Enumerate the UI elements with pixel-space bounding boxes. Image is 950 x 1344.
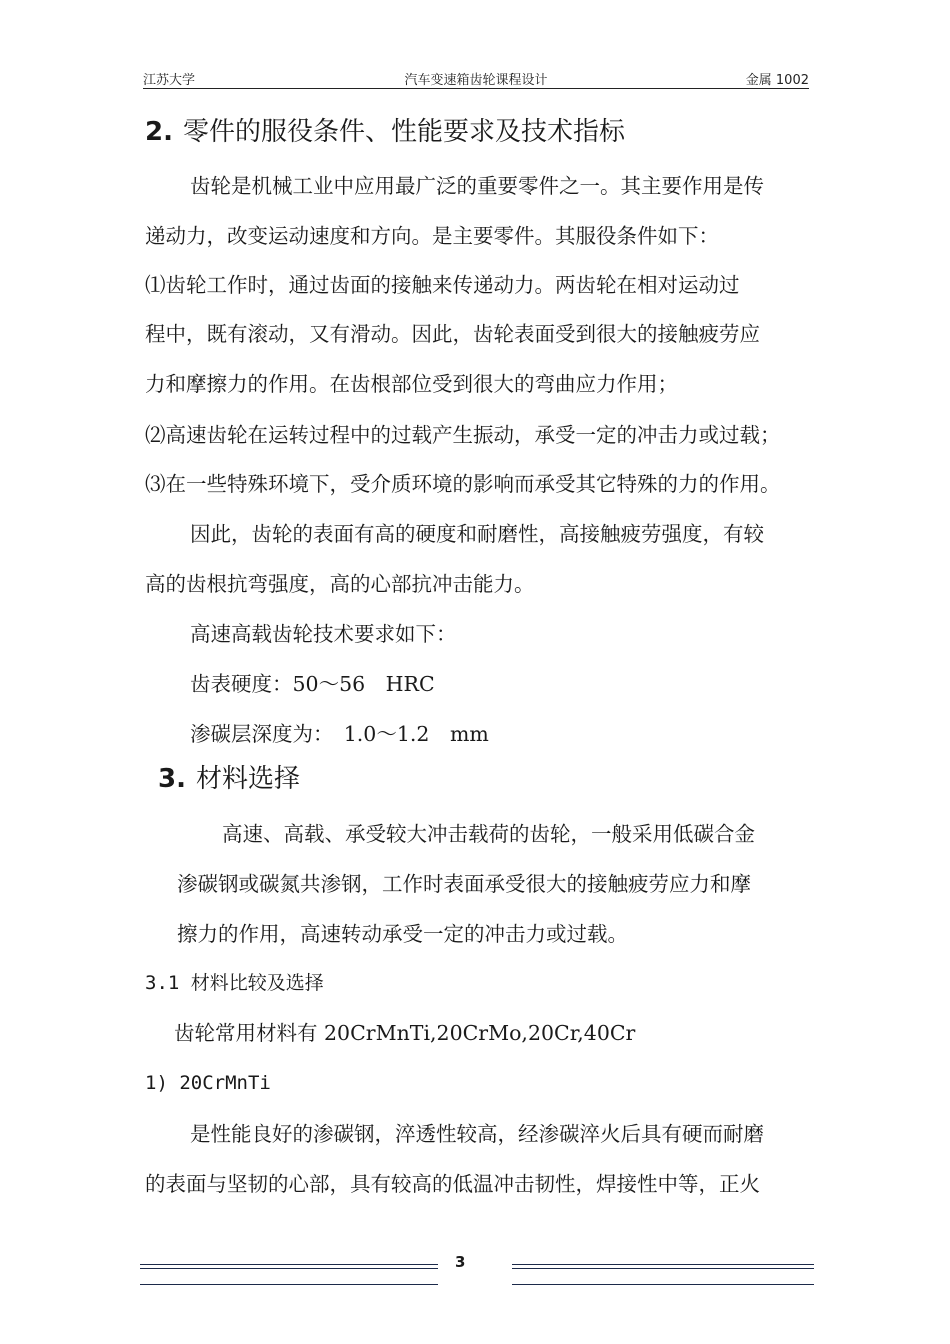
paragraph-line: 因此，齿轮的表面有高的硬度和耐磨性，高接触疲劳强度，有较	[190, 522, 764, 546]
header-university: 江苏大学	[143, 73, 196, 88]
material-item-title: 1) 20CrMnTi	[145, 1072, 271, 1094]
paragraph-line: ⑵高速齿轮在运转过程中的过载产生振动，承受一定的冲击力或过载；	[145, 423, 781, 447]
section-2-heading	[145, 115, 625, 149]
footer-divider	[512, 1284, 814, 1285]
header-class: 金属 1002	[745, 73, 809, 88]
case-depth-spec: 渗碳层深度为： 1.0～1.2 mm	[190, 722, 489, 746]
paragraph-line: 高速高载齿轮技术要求如下：	[190, 622, 457, 646]
page-number: 3	[455, 1253, 466, 1271]
page-header	[143, 66, 809, 89]
hardness-spec: 齿表硬度：50～56 HRC	[190, 672, 435, 696]
paragraph-line: 程中，既有滚动，又有滑动。因此，齿轮表面受到很大的接触疲劳应	[145, 322, 760, 346]
paragraph-line: 是性能良好的渗碳钢，淬透性较高，经渗碳淬火后具有硬而耐磨	[190, 1122, 764, 1146]
paragraph-line: 的表面与坚韧的心部，具有较高的低温冲击韧性，焊接性中等，正火	[145, 1172, 760, 1196]
section-2-title: 零件的服役条件、性能要求及技术指标	[182, 117, 625, 147]
footer-divider	[512, 1264, 814, 1265]
subsection-3-1-title: 3.1 材料比较及选择	[145, 972, 324, 994]
paragraph-line: ⑶在一些特殊环境下，受介质环境的影响而承受其它特殊的力的作用。	[145, 472, 781, 496]
paragraph-line: ⑴齿轮工作时，通过齿面的接触来传递动力。两齿轮在相对运动过	[145, 273, 740, 297]
paragraph-line: 高的齿根抗弯强度，高的心部抗冲击能力。	[145, 572, 535, 596]
section-3-title: 材料选择	[195, 764, 300, 794]
paragraph-line: 齿轮是机械工业中应用最广泛的重要零件之一。其主要作用是传	[190, 174, 764, 198]
paragraph-line: 力和摩擦力的作用。在齿根部位受到很大的弯曲应力作用；	[145, 372, 678, 396]
section-3-number: 3.	[158, 764, 186, 794]
paragraph-line: 齿轮常用材料有 20CrMnTi,20CrMo,20Cr,40Cr	[174, 1021, 636, 1045]
footer-divider	[140, 1264, 438, 1265]
section-2-number: 2.	[145, 117, 173, 147]
footer-divider	[140, 1284, 438, 1285]
paragraph-line: 递动力，改变运动速度和方向。是主要零件。其服役条件如下：	[145, 224, 719, 248]
footer-divider	[140, 1268, 438, 1269]
paragraph-line: 擦力的作用，高速转动承受一定的冲击力或过载。	[177, 922, 628, 946]
footer-divider	[512, 1268, 814, 1269]
section-3-heading	[158, 762, 300, 796]
header-course-title: 汽车变速箱齿轮课程设计	[404, 73, 548, 88]
paragraph-line: 高速、高载、承受较大冲击载荷的齿轮，一般采用低碳合金	[222, 822, 755, 846]
paragraph-line: 渗碳钢或碳氮共渗钢，工作时表面承受很大的接触疲劳应力和摩	[177, 872, 751, 896]
